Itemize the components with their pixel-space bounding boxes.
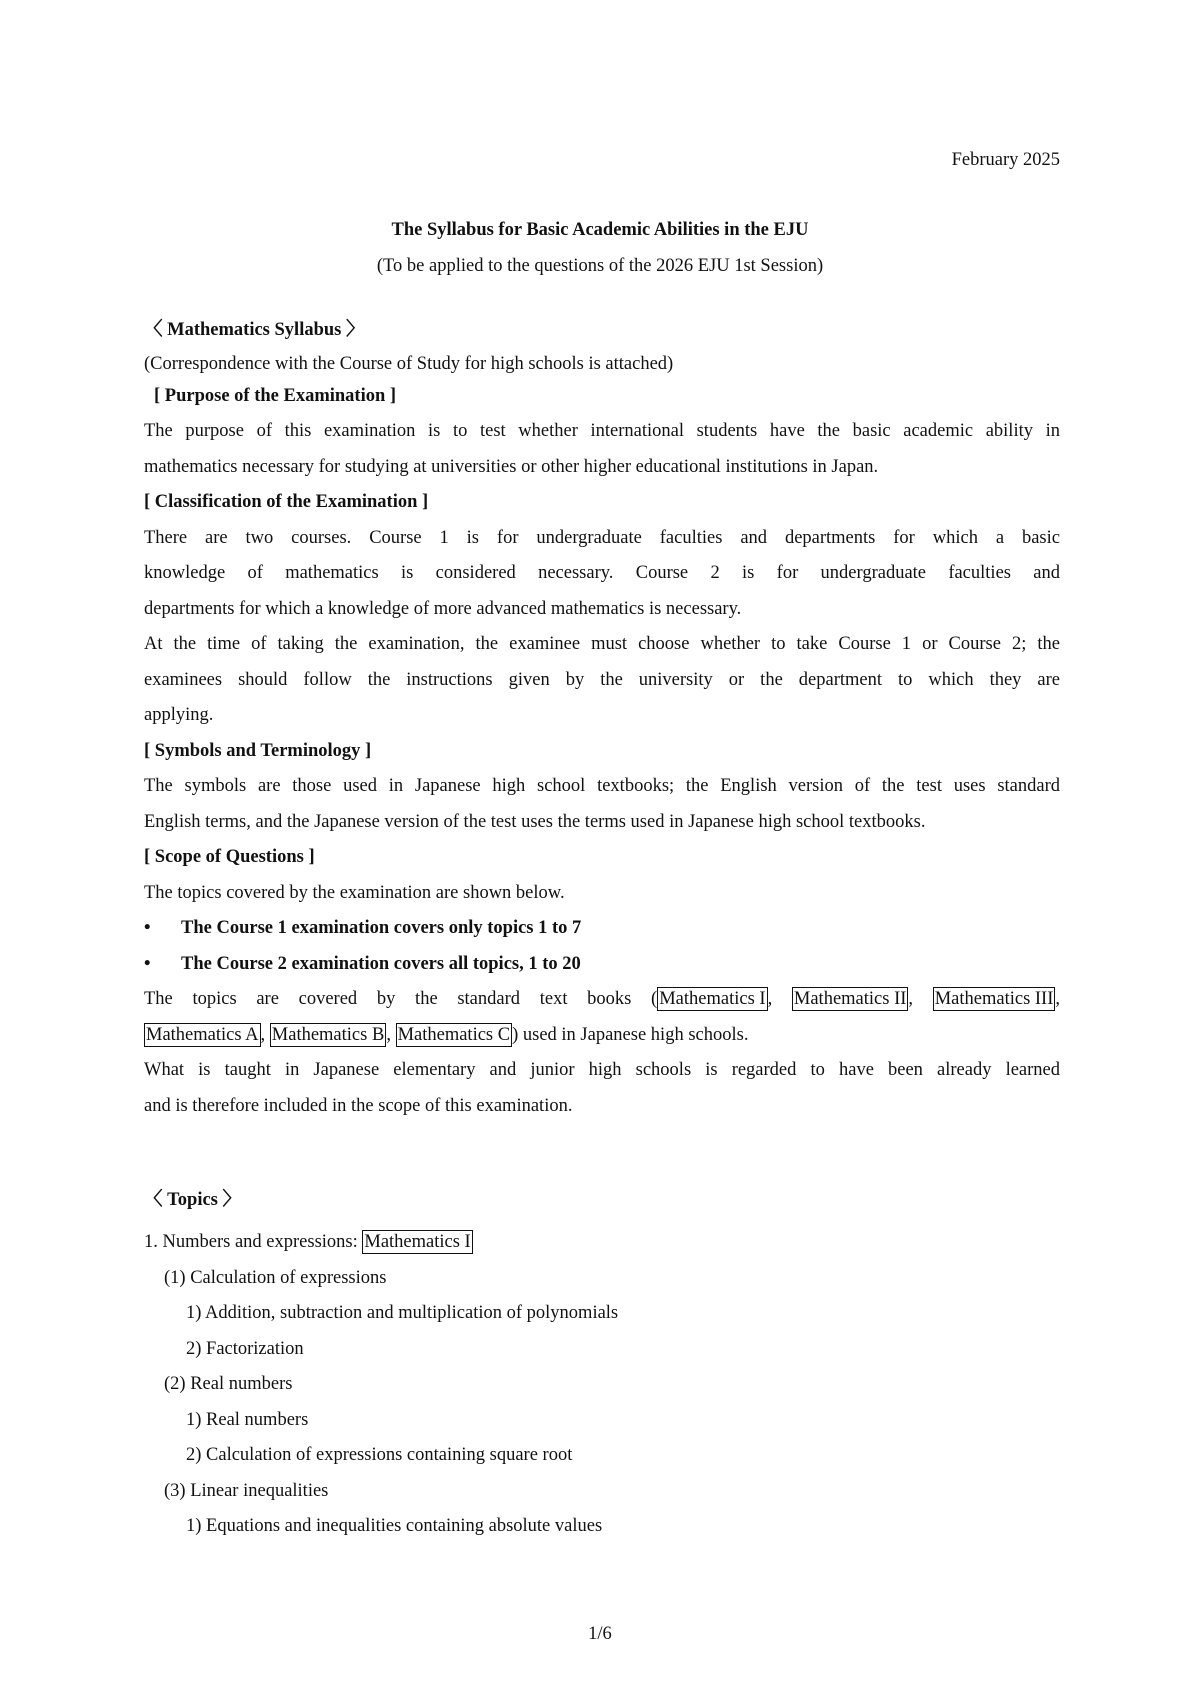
right-angle-bracket: 〉 [345, 320, 365, 340]
classification-heading: [ Classification of the Examination ] [144, 492, 429, 512]
scope-bullet [144, 947, 1060, 983]
classification-line: examinees should follow the instructions given by the university or the department to which they are [144, 669, 1060, 690]
classification-line: At the time of taking the examination, the examinee must choose whether to take Course 1 or Course 2; the [144, 634, 1060, 654]
left-angle-bracket: 〈 [144, 320, 163, 340]
topic-subitem: (3) Linear inequalities [164, 1480, 329, 1501]
syllabus-body [144, 313, 1060, 1124]
purpose-line: The purpose of this examination is to test whether international students have the basic academic ability in [144, 421, 1060, 441]
classification-line: applying. [144, 705, 214, 725]
classification-line: knowledge of mathematics is considered necessary. Course 2 is for undergraduate faculties and [144, 563, 1060, 583]
bullet-text: The Course 2 examination covers all topics, 1 to 20 [181, 953, 581, 974]
topic-subsubitem: 2) Calculation of expressions containing square root [186, 1445, 573, 1465]
bullet-dot-icon: • [144, 953, 151, 974]
topic-subsubitem: 1) Real numbers [186, 1409, 309, 1430]
topics-section [144, 1175, 1060, 1545]
comma: , [386, 1024, 391, 1045]
symbols-line: The symbols are those used in Japanese high school textbooks; the English version of the test uses standard [144, 776, 1060, 796]
comma: , [767, 989, 773, 1009]
scope-intro: The topics covered by the examination are shown below. [144, 882, 565, 903]
topic-item [144, 1225, 1060, 1261]
classification-line: departments for which a knowledge of more advanced mathematics is necessary. [144, 598, 742, 619]
topic-subitem: (2) Real numbers [164, 1374, 293, 1394]
left-angle-bracket: 〈 [144, 1190, 163, 1210]
comma: , [260, 1024, 266, 1045]
bullet-dot-icon: • [144, 918, 151, 938]
purpose-line: mathematics necessary for studying at universities or other higher educational institutions in Japan. [144, 456, 879, 477]
textbook-tag-math-3: Mathematics III [934, 989, 1054, 1009]
right-angle-bracket: 〉 [222, 1190, 242, 1210]
textbook-tag-math-c: Mathematics C [397, 1024, 511, 1045]
symbols-line: English terms, and the Japanese version of the test uses the terms used in Japanese high school textbooks. [144, 811, 926, 832]
document-subtitle: (To be applied to the questions of the 2026 EJU 1st Session) [376, 256, 824, 276]
topic-subitem: (1) Calculation of expressions [164, 1267, 387, 1288]
textbooks-prefix: The topics are covered by the standard text books ( [144, 989, 658, 1009]
textbooks-line [144, 1018, 1060, 1054]
bullet-text: The Course 1 examination covers only topics 1 to 7 [181, 918, 582, 938]
textbook-tag-math-2: Mathematics II [793, 989, 907, 1009]
purpose-heading: [ Purpose of the Examination ] [154, 385, 397, 406]
math-syllabus-title: Mathematics Syllabus [167, 320, 342, 340]
classification-line: There are two courses. Course 1 is for undergraduate faculties and departments for which a basic [144, 527, 1060, 548]
scope-bullet [144, 911, 1060, 947]
textbooks-line [144, 982, 1060, 1018]
textbook-tag-math-a: Mathematics A [146, 1024, 259, 1045]
document-title: The Syllabus for Basic Academic Abilities in the EJU [391, 220, 809, 240]
topic-subsubitem: 1) Equations and inequalities containing absolute values [186, 1516, 603, 1536]
textbook-tag-math-1: Mathematics I [659, 989, 766, 1009]
topic-item-tag: Mathematics I [364, 1232, 471, 1252]
symbols-heading: [ Symbols and Terminology ] [144, 740, 372, 761]
comma: , [908, 989, 914, 1009]
topic-subsubitem: 1) Addition, subtraction and multiplication of polynomials [186, 1303, 619, 1323]
topics-title: Topics [167, 1190, 218, 1210]
math-syllabus-heading [144, 313, 1060, 349]
page-number: 1/6 [588, 1624, 612, 1644]
scope-closing-line: What is taught in Japanese elementary and junior high schools is regarded to have been already learned [144, 1060, 1060, 1080]
scope-heading: [ Scope of Questions ] [144, 847, 315, 867]
textbook-tag-math-b: Mathematics B [271, 1024, 385, 1045]
comma: , [1055, 989, 1061, 1009]
document-date: February 2025 [951, 150, 1060, 170]
math-syllabus-note: (Correspondence with the Course of Study for high schools is attached) [144, 353, 674, 374]
scope-closing-line: and is therefore included in the scope of this examination. [144, 1095, 573, 1116]
topics-heading [144, 1175, 1060, 1225]
textbooks-suffix: ) used in Japanese high schools. [512, 1024, 749, 1045]
topic-subsubitem: 2) Factorization [186, 1338, 304, 1359]
topic-item-label: 1. Numbers and expressions: [144, 1232, 363, 1252]
